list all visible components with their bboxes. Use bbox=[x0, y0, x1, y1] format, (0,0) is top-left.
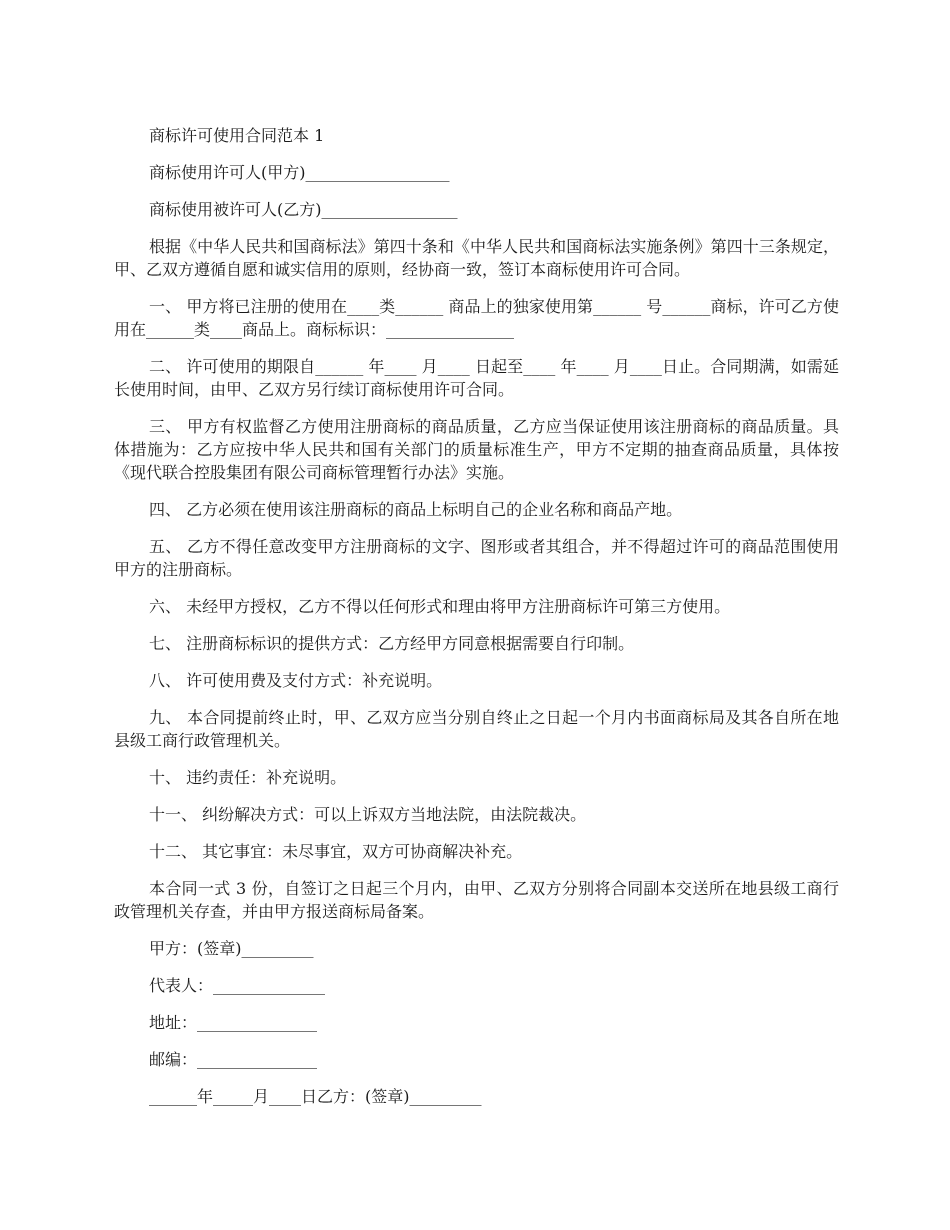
clause-2: 二、 许可使用的期限自______ 年____ 月____ 日起至____ 年____ 月____日止。合同期满，如需延长使用时间，由甲、乙双方另行续订商标使用许可合同。 bbox=[114, 357, 839, 399]
clause-10: 十、 违约责任：补充说明。 bbox=[149, 768, 347, 787]
signature-date-party-b: ______年_____月____日乙方：(签章)_________ bbox=[149, 1087, 482, 1106]
signature-address: 地址：_______________ bbox=[149, 1013, 318, 1032]
clause-1: 一、 甲方将已注册的使用在____类______ 商品上的独家使用第______ 号______商标，许可乙方使用在______类____商品上。商标标识：________________ bbox=[114, 297, 839, 339]
signature-representative: 代表人：______________ bbox=[149, 976, 326, 995]
clause-4: 四、 乙方必须在使用该注册商标的商品上标明自己的企业名称和商品产地。 bbox=[149, 500, 683, 519]
licensee-line: 商标使用被许可人(乙方)_________________ bbox=[149, 200, 458, 219]
closing-paragraph: 本合同一式 3 份，自签订之日起三个月内，由甲、乙双方分别将合同副本交送所在地县级工商行政管理机关存查，并由甲方报送商标局备案。 bbox=[114, 879, 839, 921]
clause-8: 八、 许可使用费及支付方式：补充说明。 bbox=[149, 671, 443, 690]
signature-postcode: 邮编：_______________ bbox=[149, 1050, 318, 1069]
clause-11: 十一、 纠纷解决方式：可以上诉双方当地法院，由法院裁决。 bbox=[149, 805, 587, 824]
clause-5: 五、 乙方不得任意改变甲方注册商标的文字、图形或者其组合，并不得超过许可的商品范围使用甲方的注册商标。 bbox=[114, 537, 839, 579]
signature-party-a: 甲方：(签章)_________ bbox=[149, 939, 314, 958]
document-page bbox=[114, 124, 839, 1122]
preamble-paragraph: 根据《中华人民共和国商标法》第四十条和《中华人民共和国商标法实施条例》第四十三条规定，甲、乙双方遵循自愿和诚实信用的原则，经协商一致，签订本商标使用许可合同。 bbox=[114, 237, 839, 279]
clause-7: 七、 注册商标标识的提供方式：乙方经甲方同意根据需要自行印制。 bbox=[149, 634, 635, 653]
document-title: 商标许可使用合同范本 1 bbox=[149, 126, 325, 145]
clause-12: 十二、 其它事宜：未尽事宜，双方可协商解决补充。 bbox=[149, 842, 523, 861]
clause-9: 九、 本合同提前终止时，甲、乙双方应当分别自终止之日起一个月内书面商标局及其各自所在地县级工商行政管理机关。 bbox=[114, 708, 839, 750]
clause-6: 六、 未经甲方授权，乙方不得以任何形式和理由将甲方注册商标许可第三方使用。 bbox=[149, 597, 731, 616]
clause-3: 三、 甲方有权监督乙方使用注册商标的商品质量，乙方应当保证使用该注册商标的商品质量。具体措施为：乙方应按中华人民共和国有关部门的质量标准生产，甲方不定期的抽查商品质量，具体按《现代联合控股集团有限公司商标管理暂行办法》实施。 bbox=[114, 417, 839, 482]
licensor-line: 商标使用许可人(甲方)__________________ bbox=[149, 163, 450, 182]
